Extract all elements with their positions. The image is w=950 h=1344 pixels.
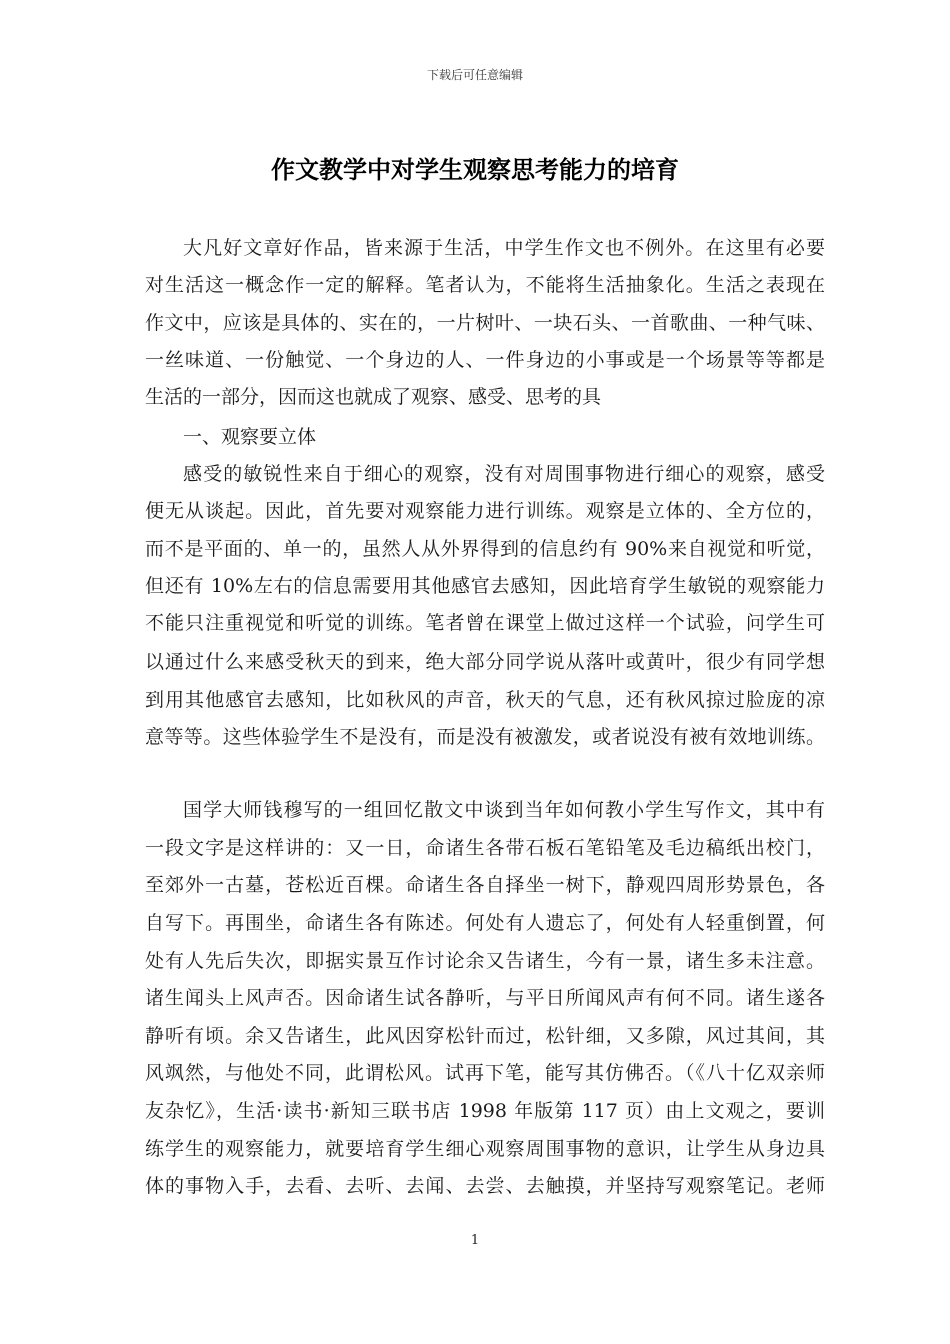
text-line: 自写下。再围坐，命诸生各有陈述。何处有人遗忘了，何处有人轻重倒置，何 [145, 912, 825, 934]
text-line: 不能只注重视觉和听觉的训练。笔者曾在课堂上做过这样一个试验，问学生可 [145, 612, 825, 634]
text-line: 至郊外一古墓，苍松近百棵。命诸生各自择坐一树下，静观四周形势景色，各 [145, 874, 825, 896]
text-line: 友杂忆》，生活·读书·新知三联书店 1998 年版第 117 页）由上文观之，要训 [145, 1100, 825, 1122]
text-line: 一段文字是这样讲的：又一日，命诸生各带石板石笔铅笔及毛边稿纸出校门， [145, 837, 825, 859]
text-line: 国学大师钱穆写的一组回忆散文中谈到当年如何教小学生写作文，其中有 [183, 799, 825, 821]
text-line: 对生活这一概念作一定的解释。笔者认为，不能将生活抽象化。生活之表现在 [145, 274, 825, 296]
text-line: 而不是平面的、单一的，虽然人从外界得到的信息约有 90%来自视觉和听觉， [145, 538, 825, 560]
text-line: 以通过什么来感受秋天的到来，绝大部分同学说从落叶或黄叶，很少有同学想 [145, 651, 825, 673]
text-line: 练学生的观察能力，就要培育学生细心观察周围事物的意识，让学生从身边具 [145, 1138, 825, 1160]
text-line: 感受的敏锐性来自于细心的观察，没有对周围事物进行细心的观察，感受 [183, 463, 825, 485]
text-line: 大凡好文章好作品，皆来源于生活，中学生作文也不例外。在这里有必要 [183, 237, 825, 259]
text-line: 一丝味道、一份触觉、一个身边的人、一件身边的小事或是一个场景等等都是 [145, 349, 825, 371]
document-title: 作文教学中对学生观察思考能力的培育 [271, 155, 679, 184]
text-line: 风飒然，与他处不同，此谓松风。试再下笔，能写其仿佛否。（《八十亿双亲师 [145, 1062, 825, 1084]
text-line: 体的事物入手，去看、去听、去闻、去尝、去触摸，并坚持写观察笔记。老师 [145, 1175, 825, 1197]
text-line: 意等等。这些体验学生不是没有，而是没有被激发，或者说没有被有效地训练。 [145, 726, 825, 748]
section-heading: 一、观察要立体 [183, 426, 317, 448]
text-line: 到用其他感官去感知，比如秋风的声音，秋天的气息，还有秋风掠过脸庞的凉 [145, 689, 825, 711]
page-number: 1 [470, 1233, 480, 1248]
text-line: 处有人先后失次，即据实景互作讨论余又告诸生，今有一景，诸生多未注意。 [145, 950, 825, 972]
header-note: 下载后可任意编辑 [426, 68, 523, 82]
text-line: 作文中，应该是具体的、实在的，一片树叶、一块石头、一首歌曲、一种气味、 [145, 312, 825, 334]
text-line: 静听有顷。余又告诸生，此风因穿松针而过，松针细，又多隙，风过其间，其 [145, 1025, 825, 1047]
text-line: 便无从谈起。因此，首先要对观察能力进行训练。观察是立体的、全方位的， [145, 500, 825, 522]
text-line: 诸生闻头上风声否。因命诸生试各静听，与平日所闻风声有何不同。诸生遂各 [145, 987, 825, 1009]
text-line: 生活的一部分，因而这也就成了观察、感受、思考的具 [145, 386, 602, 408]
text-line: 但还有 10%左右的信息需要用其他感官去感知，因此培育学生敏锐的观察能力 [145, 575, 825, 597]
